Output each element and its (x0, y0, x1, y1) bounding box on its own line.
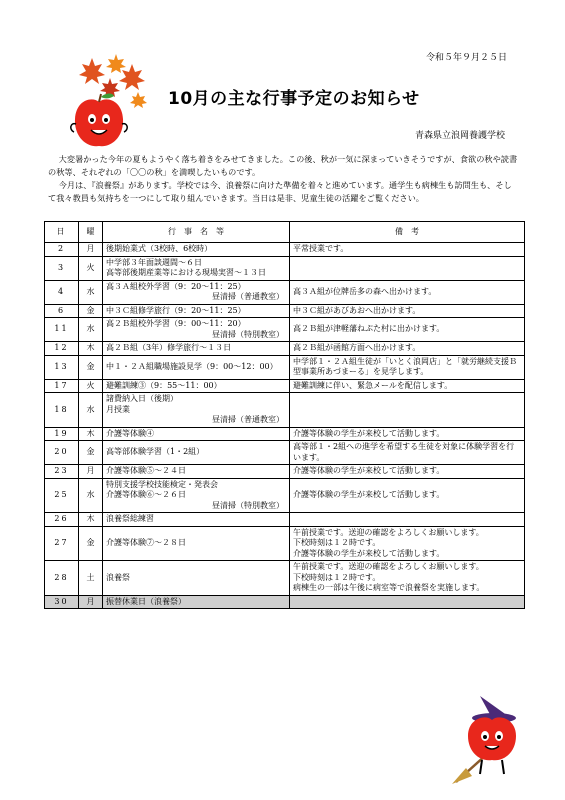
header-remarks: 備 考 (290, 222, 525, 243)
cell-day: 27 (45, 526, 79, 561)
cell-event (103, 342, 290, 356)
cell-day: 23 (45, 465, 79, 479)
cell-event (103, 393, 290, 428)
cell-day: 11 (45, 318, 79, 342)
remark-line: 介護等体験の学生が来校して活動します。 (293, 466, 445, 475)
event-line: 昼清掃（普通教室） (212, 415, 284, 424)
cell-day: 28 (45, 561, 79, 596)
cell-weekday: 水 (79, 478, 103, 513)
cell-day: 6 (45, 304, 79, 318)
cell-remarks (290, 513, 525, 527)
event-line: 月授業 (106, 404, 130, 414)
event-line: 高２Ｂ組校外学習（9：00～11：20） (106, 319, 246, 328)
remark-line: 午前授業です。送迎の確認をよろしくお願いします。 (293, 527, 484, 537)
table-row (45, 280, 525, 304)
table-row (45, 304, 525, 318)
cell-remarks (290, 478, 525, 513)
cell-remarks (290, 393, 525, 428)
cell-event (103, 379, 290, 393)
cell-event (103, 355, 290, 379)
cell-day: 4 (45, 280, 79, 304)
cell-weekday: 金 (79, 304, 103, 318)
cell-event (103, 256, 290, 280)
cell-remarks (290, 526, 525, 561)
cell-weekday: 水 (79, 393, 103, 428)
cell-day: 25 (45, 478, 79, 513)
cell-remarks (290, 465, 525, 479)
event-line: 介護等体験④ (106, 428, 154, 438)
cell-remarks (290, 304, 525, 318)
cell-event (103, 478, 290, 513)
event-line: 中学部３年面談週間～６日 (106, 257, 202, 267)
event-line: 中１・２Ａ組職場施設見学（9：00～12：00） (106, 361, 278, 371)
table-row (45, 561, 525, 596)
cell-weekday: 金 (79, 526, 103, 561)
remark-line: 高３Ａ組が位牌岳多の森へ出かけます。 (293, 286, 437, 296)
cell-weekday: 木 (79, 427, 103, 441)
remark-line: 介護等体験の学生が来校して活動します。 (293, 548, 445, 558)
cell-day: 13 (45, 355, 79, 379)
table-row (45, 427, 525, 441)
table-header-row (45, 222, 525, 243)
remark-line: 高２Ｂ組が津軽藩ねぷた村に出かけます。 (293, 324, 445, 334)
event-line: 昼清掃（普通教室） (212, 292, 284, 301)
cell-day: 12 (45, 342, 79, 356)
cell-day: 18 (45, 393, 79, 428)
table-row (45, 355, 525, 379)
remark-line: 介護等体験の学生が来校して活動します。 (293, 490, 445, 499)
event-line: 介護等体験⑤～２４日 (106, 466, 186, 475)
cell-weekday: 月 (79, 243, 103, 257)
cell-day: 3 (45, 256, 79, 280)
remark-line: 避難訓練に伴い、緊急メールを配信します。 (293, 380, 453, 390)
cell-day: 30 (45, 595, 79, 609)
table-row (45, 595, 525, 609)
event-line: 後期始業式（3校時、6校時） (106, 244, 213, 253)
cell-event (103, 427, 290, 441)
event-line: 特別支援学校技能検定・発表会 (106, 479, 218, 489)
cell-event (103, 465, 290, 479)
event-line: 昼清掃（特別教室） (212, 329, 284, 339)
schedule-table (44, 221, 525, 609)
cell-weekday: 土 (79, 561, 103, 596)
intro-paragraph: 今月は、『浪養祭』があります。学校では今、浪養祭に向けた準備を着々と進めています。通学生も病棟生も訪問生も、そして我々教員も気持ちを一つにして取り組んでいきます。当日は是非、児童生徒の活躍をご覧ください。 (48, 180, 512, 203)
cell-event (103, 304, 290, 318)
cell-remarks (290, 561, 525, 596)
event-line: 振替休業日（浪養祭） (106, 596, 186, 606)
event-line: 高等部後期産業等における現場実習～１３日 (106, 268, 266, 277)
event-line: 諸費納入日（後期） (106, 394, 178, 403)
cell-remarks (290, 256, 525, 280)
cell-event (103, 526, 290, 561)
remark-line: 午前授業です。送迎の確認をよろしくお願いします。 (293, 562, 484, 571)
table-row (45, 379, 525, 393)
cell-weekday: 月 (79, 595, 103, 609)
cell-weekday: 金 (79, 441, 103, 465)
event-line: 高３Ａ組校外学習（9：20～11：25） (106, 281, 246, 291)
remark-line: 介護等体験の学生が来校して活動します。 (293, 428, 445, 438)
table-row (45, 393, 525, 428)
cell-event (103, 561, 290, 596)
cell-event (103, 595, 290, 609)
table-row (45, 342, 525, 356)
intro-text (48, 153, 518, 205)
event-line: 高等部体験学習（1・2組） (106, 447, 205, 457)
cell-weekday: 水 (79, 318, 103, 342)
table-row (45, 478, 525, 513)
cell-remarks (290, 379, 525, 393)
page-title: 10月の主な行事予定のお知らせ (168, 89, 420, 109)
table-row (45, 441, 525, 465)
cell-remarks (290, 355, 525, 379)
cell-day: 26 (45, 513, 79, 527)
table-row (45, 318, 525, 342)
event-line: 浪養祭 (106, 572, 130, 582)
cell-weekday: 火 (79, 256, 103, 280)
school-name: 青森県立浪岡養護学校 (414, 131, 505, 141)
cell-remarks (290, 342, 525, 356)
witch-apple-mascot-icon (452, 694, 530, 784)
table-row (45, 256, 525, 280)
event-line: 浪養祭総練習 (106, 514, 154, 523)
cell-day: 19 (45, 427, 79, 441)
cell-day: 2 (45, 243, 79, 257)
table-row (45, 526, 525, 561)
event-line: 中３Ｃ組修学旅行（9：20～11：25） (106, 305, 246, 315)
cell-remarks (290, 318, 525, 342)
cell-weekday: 木 (79, 513, 103, 527)
cell-event (103, 513, 290, 527)
cell-day: 17 (45, 379, 79, 393)
apple-mascot-icon (68, 92, 130, 154)
cell-event (103, 243, 290, 257)
cell-remarks (290, 427, 525, 441)
cell-remarks (290, 441, 525, 465)
event-line: 高２Ｂ組（3年）修学旅行～１３日 (106, 343, 232, 352)
cell-weekday: 火 (79, 379, 103, 393)
cell-remarks (290, 243, 525, 257)
event-line: 昼清掃（特別教室） (212, 500, 284, 510)
event-line: 介護等体験⑥～２６日 (106, 490, 186, 499)
remark-line: 下校時刻は１２時です。 (293, 538, 381, 547)
cell-weekday: 木 (79, 342, 103, 356)
cell-weekday: 月 (79, 465, 103, 479)
header-day: 日 (45, 222, 79, 243)
date: 令和５年９月２５日 (425, 53, 507, 63)
cell-event (103, 280, 290, 304)
cell-day: 20 (45, 441, 79, 465)
header-weekday: 曜 (79, 222, 103, 243)
header-event: 行 事 名 等 (103, 222, 290, 243)
intro-paragraph: 大変暑かった今年の夏もようやく落ち着きをみせてきました。この後、秋が一気に深まっていきそうですが、食欲の秋や読書の秋等、それぞれの「〇〇の秋」を満喫したいものです。 (48, 154, 518, 177)
table-row (45, 243, 525, 257)
remark-line: 下校時刻は１２時です。 (293, 572, 381, 582)
cell-remarks (290, 595, 525, 609)
remark-line: 高等部１・2組への進学を希望する生徒を対象に体験学習を行います。 (293, 442, 515, 462)
cell-weekday: 金 (79, 355, 103, 379)
cell-weekday: 水 (79, 280, 103, 304)
cell-remarks (290, 280, 525, 304)
event-line: 介護等体験⑦～２８日 (106, 538, 186, 547)
remark-line: 中学部１・２Ａ組生徒が「いとく浪岡店」と「就労継続支援Ｂ型事業所あづまーる」を見学します。 (293, 356, 517, 376)
remark-line: 高２Ｂ組が函館方面へ出かけます。 (293, 343, 421, 352)
table-row (45, 465, 525, 479)
cell-event (103, 441, 290, 465)
remark-line: 中３Ｃ組があびあおへ出かけます。 (293, 305, 421, 315)
cell-event (103, 318, 290, 342)
remark-line: 平常授業です。 (293, 244, 349, 253)
table-row (45, 513, 525, 527)
remark-line: 病棟生の一部は午後に病室等で浪養祭を実施します。 (293, 583, 485, 592)
event-line: 避難訓練③（9：55～11：00） (106, 380, 222, 390)
